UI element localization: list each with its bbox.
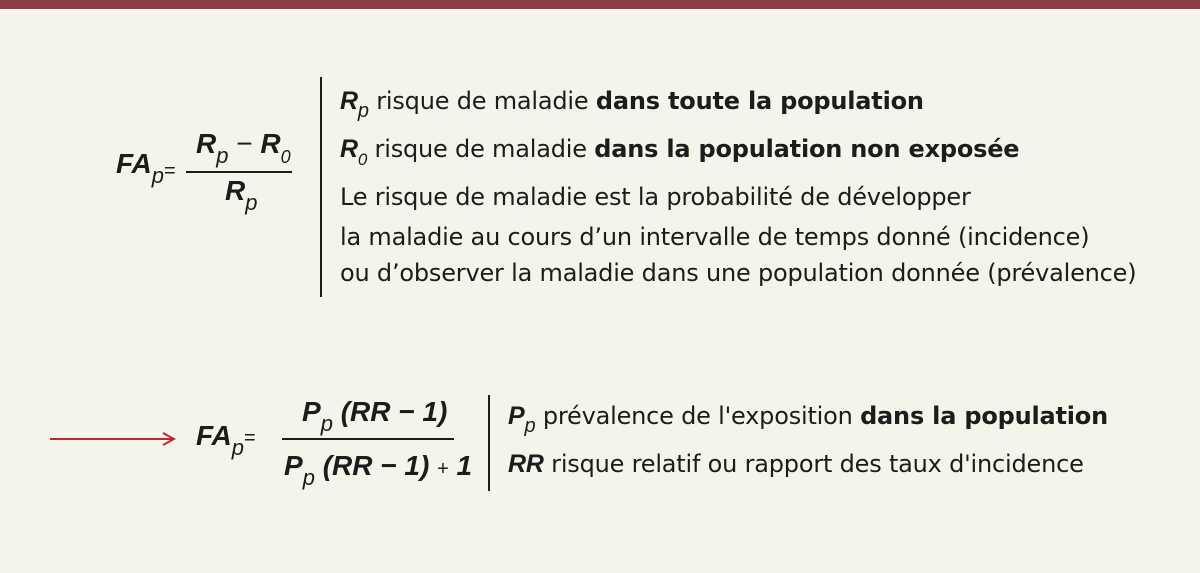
lhs2-symbol: FA [196,420,232,451]
legend-r0-symbol: $R_0$ [340,135,368,169]
legend-r0-bold: dans la population non exposée [594,135,1020,163]
formula-2-lhs [196,420,245,460]
legend-rp-text: risque de maladie [368,87,596,115]
formula-2-equals: = [244,427,256,449]
lhs2-subscript: p [231,435,245,460]
legend-rp-bold: dans toute la population [595,87,924,115]
num2-rest: (RR − 1) [340,396,448,427]
formula-1-numerator [196,128,291,168]
legend-pp-text: prévalence de l'exposition [535,402,861,430]
right-arrow-icon [50,432,176,446]
formula-1-equals: = [164,160,176,182]
legend-1-line-3: Le risque de maladie est la probabilité de développer [340,183,971,211]
den2-one: 1 [456,450,473,481]
num-r0-sub: 0 [280,147,291,167]
num2-p-sub: p [320,411,333,436]
legend-1-line-5: ou d’observer la maladie dans une population donnée (prévalence) [340,259,1137,287]
divider-1 [320,77,322,297]
num-minus: − [236,128,253,159]
legend-1-line-2 [340,135,1020,169]
den2-plus: + [437,458,449,480]
den2-p-sub: p [302,465,315,490]
legend-1-line-4: la maladie au cours d’un intervalle de temps donné (incidence) [340,223,1090,251]
formula-2-denominator [284,450,473,490]
num-r: R [196,128,217,159]
legend-r0-text: risque de maladie [367,135,595,163]
den-r: R [225,175,246,206]
legend-1 [340,87,1190,297]
formula-1-denominator [225,175,258,215]
legend-2 [508,402,1188,492]
formula-2-fraction-bar [282,438,454,440]
formula-1-lhs [116,148,165,188]
lhs-symbol: FA [116,148,152,179]
legend-pp-bold: dans la population [860,402,1108,430]
formula-1-fraction-bar [186,171,292,173]
den-r-sub: p [245,190,258,215]
num-r0: R [260,128,281,159]
legend-rr-text: risque relatif ou rapport des taux d'incidence [543,450,1084,478]
top-accent-bar [0,0,1200,9]
legend-rp-symbol: $R_p$ [340,87,369,122]
legend-2-line-2 [508,450,1084,479]
divider-2 [488,395,490,491]
legend-1-line-1 [340,87,924,122]
lhs-subscript: p [151,163,165,188]
legend-2-line-1 [508,402,1108,437]
den2-p: P [284,450,303,481]
num-r-sub: p [216,143,229,168]
num2-p: P [302,396,321,427]
formula-2-numerator [302,396,448,436]
den2-rest: (RR − 1) [322,450,430,481]
legend-rr-symbol: RR [508,450,544,478]
legend-pp-symbol: $P_p$ [508,402,536,437]
